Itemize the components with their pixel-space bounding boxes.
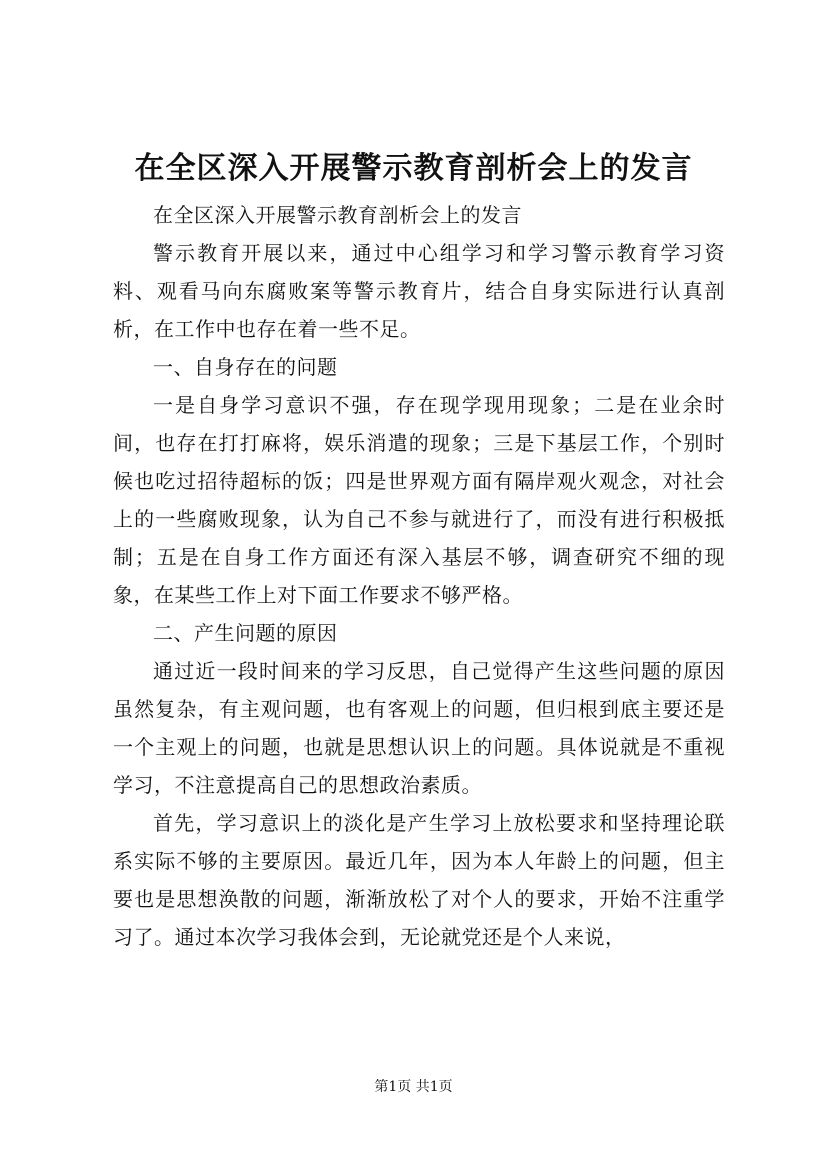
section-heading-problems: 一、自身存在的问题 [153,355,338,379]
causes-paragraph: 通过近一段时间来的学习反思，自己觉得产生这些问题的原因虽然复杂，有主观问题，也有客观上的问题，但归根到底主要还是一个主观上的问题，也就是思想认识上的问题。具体说就是不重视学习，不注意提高自己的思想政治素质。 [113,659,725,797]
document-title: 在全区深入开展警示教育剖析会上的发言 [134,151,693,186]
document-body [113,196,725,956]
problems-paragraph: 一是自身学习意识不强，存在现学现用现象；二是在业余时间，也存在打打麻将，娱乐消遣的现象；三是下基层工作，个别时候也吃过招待超标的饭；四是世界观方面有隔岸观火观念，对社会上的一些腐败现象，认为自己不参与就进行了，而没有进行积极抵制；五是在自身工作方面还有深入基层不够，调查研究不细的现象，在某些工作上对下面工作要求不够严格。 [113,393,725,607]
first-cause-paragraph: 首先，学习意识上的淡化是产生学习上放松要求和坚持理论联系实际不够的主要原因。最近几年，因为本人年龄上的问题，但主要也是思想涣散的问题，渐渐放松了对个人的要求，开始不注重学习了。通过本次学习我体会到，无论就党还是个人来说， [113,811,725,949]
page-footer: 第1页 共1页 [374,1079,453,1095]
section-heading-causes: 二、产生问题的原因 [153,621,338,645]
intro-paragraph: 警示教育开展以来，通过中心组学习和学习警示教育学习资料、观看马向东腐败案等警示教育片，结合自身实际进行认真剖析，在工作中也存在着一些不足。 [113,241,725,341]
subtitle-paragraph: 在全区深入开展警示教育剖析会上的发言 [153,203,522,227]
